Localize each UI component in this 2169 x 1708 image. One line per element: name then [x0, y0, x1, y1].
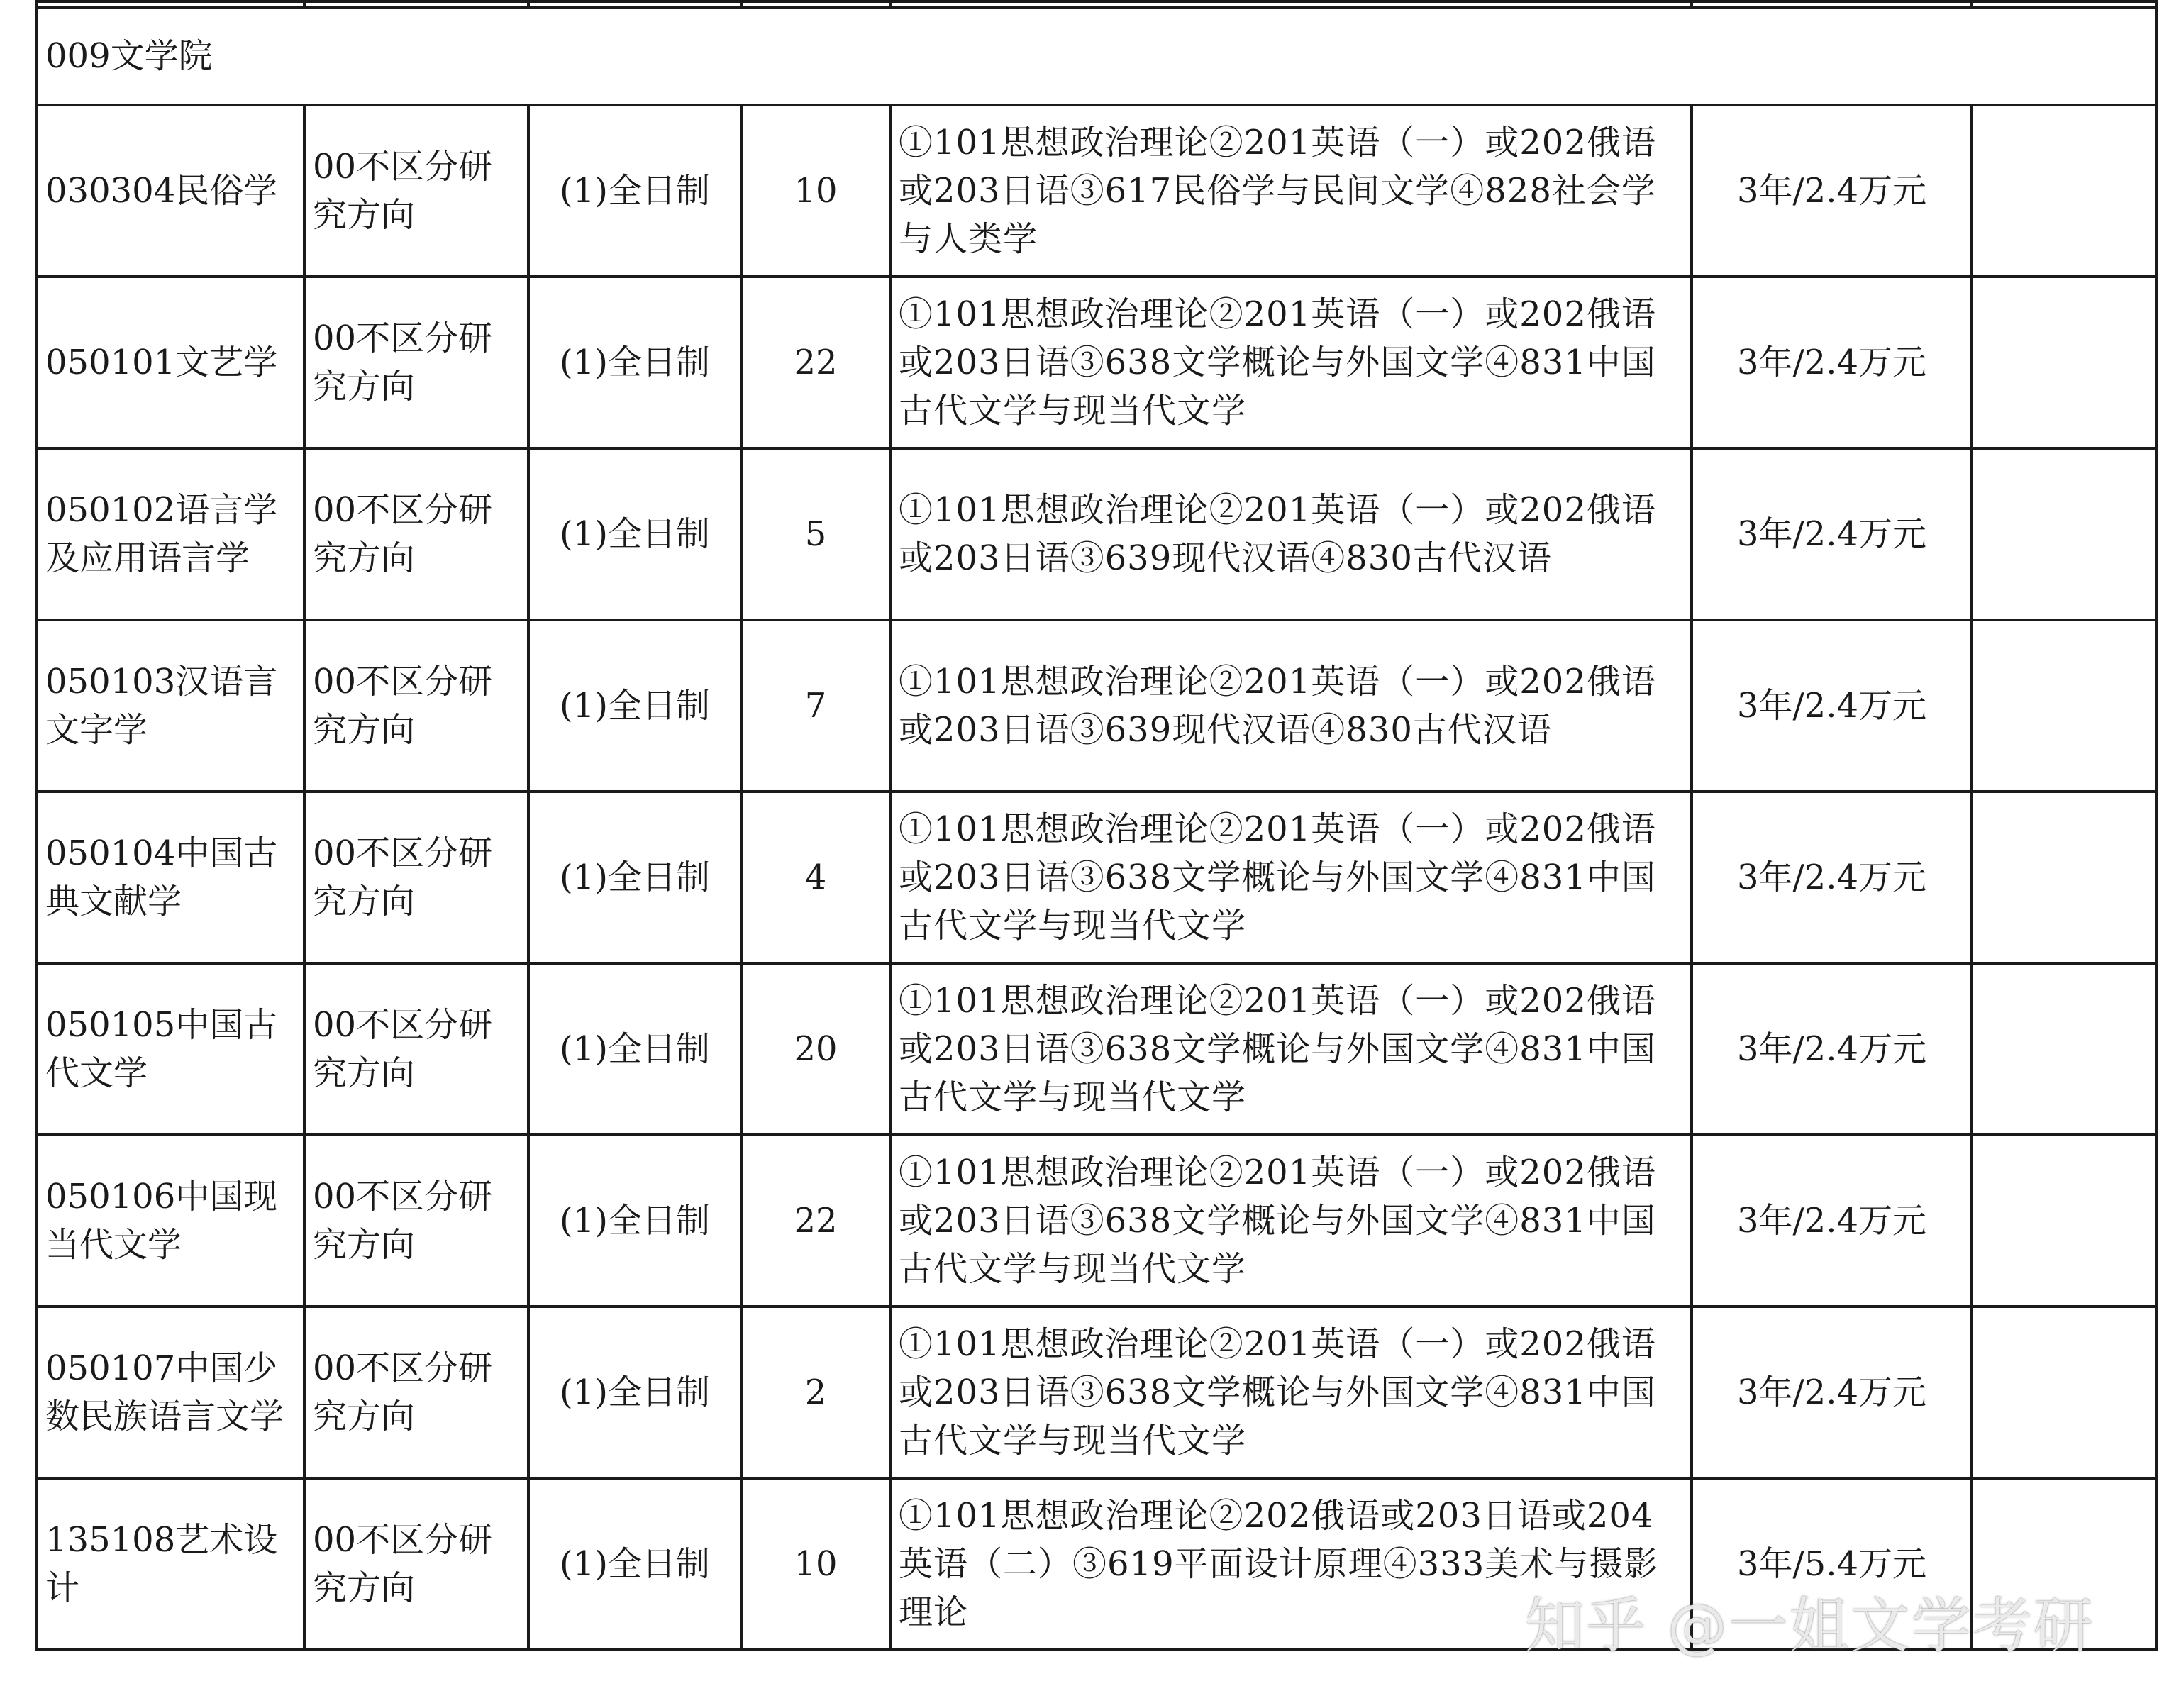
study-mode-cell: (1)全日制: [528, 963, 741, 1135]
note-cell: [1972, 105, 2156, 277]
table-row: [37, 1135, 2156, 1307]
major-cell: 135108艺术设计: [37, 1478, 304, 1650]
direction-cell: 00不区分研究方向: [304, 1478, 528, 1650]
major-cell: 050107中国少数民族语言文学: [37, 1307, 304, 1478]
major-cell: 050102语言学及应用语言学: [37, 448, 304, 620]
watermark: 知乎 @一姐文学考研: [1525, 1591, 2095, 1660]
table-row: [37, 620, 2156, 792]
exam-subjects-cell: ①101思想政治理论②201英语（一）或202俄语或203日语③638文学概论与外国文学④831中国古代文学与现当代文学: [890, 963, 1692, 1135]
table-row: [37, 792, 2156, 963]
study-mode-cell: (1)全日制: [528, 105, 741, 277]
major-cell: 050104中国古典文献学: [37, 792, 304, 963]
study-mode-cell: (1)全日制: [528, 1307, 741, 1478]
duration-fee-cell: 3年/2.4万元: [1692, 620, 1972, 792]
note-cell: [1972, 792, 2156, 963]
exam-subjects-cell: ①101思想政治理论②201英语（一）或202俄语或203日语③638文学概论与外国文学④831中国古代文学与现当代文学: [890, 792, 1692, 963]
direction-cell: 00不区分研究方向: [304, 1307, 528, 1478]
quota-cell: 7: [741, 620, 890, 792]
direction-cell: 00不区分研究方向: [304, 1135, 528, 1307]
note-cell: [1972, 448, 2156, 620]
note-cell: [1972, 1307, 2156, 1478]
enrollment-table: [35, 0, 2158, 1651]
quota-cell: 22: [741, 277, 890, 448]
direction-cell: 00不区分研究方向: [304, 963, 528, 1135]
quota-cell: 4: [741, 792, 890, 963]
note-cell: [1972, 963, 2156, 1135]
study-mode-cell: (1)全日制: [528, 448, 741, 620]
table-row: [37, 1307, 2156, 1478]
note-cell: [1972, 277, 2156, 448]
direction-cell: 00不区分研究方向: [304, 792, 528, 963]
college-header-row: [37, 7, 2156, 105]
direction-cell: 00不区分研究方向: [304, 277, 528, 448]
major-cell: 030304民俗学: [37, 105, 304, 277]
duration-fee-cell: 3年/2.4万元: [1692, 1135, 1972, 1307]
duration-fee-cell: 3年/2.4万元: [1692, 277, 1972, 448]
direction-cell: 00不区分研究方向: [304, 448, 528, 620]
study-mode-cell: (1)全日制: [528, 792, 741, 963]
exam-subjects-cell: ①101思想政治理论②201英语（一）或202俄语或203日语③617民俗学与民间文学④828社会学与人类学: [890, 105, 1692, 277]
duration-fee-cell: 3年/2.4万元: [1692, 792, 1972, 963]
study-mode-cell: (1)全日制: [528, 277, 741, 448]
table-top-stub-row: [37, 1, 2156, 7]
quota-cell: 20: [741, 963, 890, 1135]
study-mode-cell: (1)全日制: [528, 620, 741, 792]
exam-subjects-cell: ①101思想政治理论②201英语（一）或202俄语或203日语③639现代汉语④830古代汉语: [890, 448, 1692, 620]
major-cell: 050105中国古代文学: [37, 963, 304, 1135]
quota-cell: 22: [741, 1135, 890, 1307]
major-cell: 050103汉语言文字学: [37, 620, 304, 792]
note-cell: [1972, 620, 2156, 792]
exam-subjects-cell: ①101思想政治理论②201英语（一）或202俄语或203日语③638文学概论与外国文学④831中国古代文学与现当代文学: [890, 277, 1692, 448]
quota-cell: 10: [741, 105, 890, 277]
direction-cell: 00不区分研究方向: [304, 105, 528, 277]
note-cell: [1972, 1135, 2156, 1307]
major-cell: 050101文艺学: [37, 277, 304, 448]
exam-subjects-cell: ①101思想政治理论②201英语（一）或202俄语或203日语③638文学概论与外国文学④831中国古代文学与现当代文学: [890, 1307, 1692, 1478]
table-row: [37, 963, 2156, 1135]
study-mode-cell: (1)全日制: [528, 1135, 741, 1307]
quota-cell: 5: [741, 448, 890, 620]
exam-subjects-cell: ①101思想政治理论②201英语（一）或202俄语或203日语③638文学概论与外国文学④831中国古代文学与现当代文学: [890, 1135, 1692, 1307]
exam-subjects-cell: ①101思想政治理论②201英语（一）或202俄语或203日语③639现代汉语④830古代汉语: [890, 620, 1692, 792]
duration-fee-cell: 3年/5.4万元: [1692, 1478, 1972, 1650]
table-row: [37, 277, 2156, 448]
table-row: [37, 448, 2156, 620]
college-name: 009文学院: [37, 7, 2156, 105]
major-cell: 050106中国现当代文学: [37, 1135, 304, 1307]
direction-cell: 00不区分研究方向: [304, 620, 528, 792]
quota-cell: 10: [741, 1478, 890, 1650]
duration-fee-cell: 3年/2.4万元: [1692, 963, 1972, 1135]
quota-cell: 2: [741, 1307, 890, 1478]
duration-fee-cell: 3年/2.4万元: [1692, 448, 1972, 620]
duration-fee-cell: 3年/2.4万元: [1692, 1307, 1972, 1478]
duration-fee-cell: 3年/2.4万元: [1692, 105, 1972, 277]
exam-subjects-cell: ①101思想政治理论②202俄语或203日语或204英语（二）③619平面设计原理④333美术与摄影理论: [890, 1478, 1692, 1650]
table-row: [37, 105, 2156, 277]
study-mode-cell: (1)全日制: [528, 1478, 741, 1650]
